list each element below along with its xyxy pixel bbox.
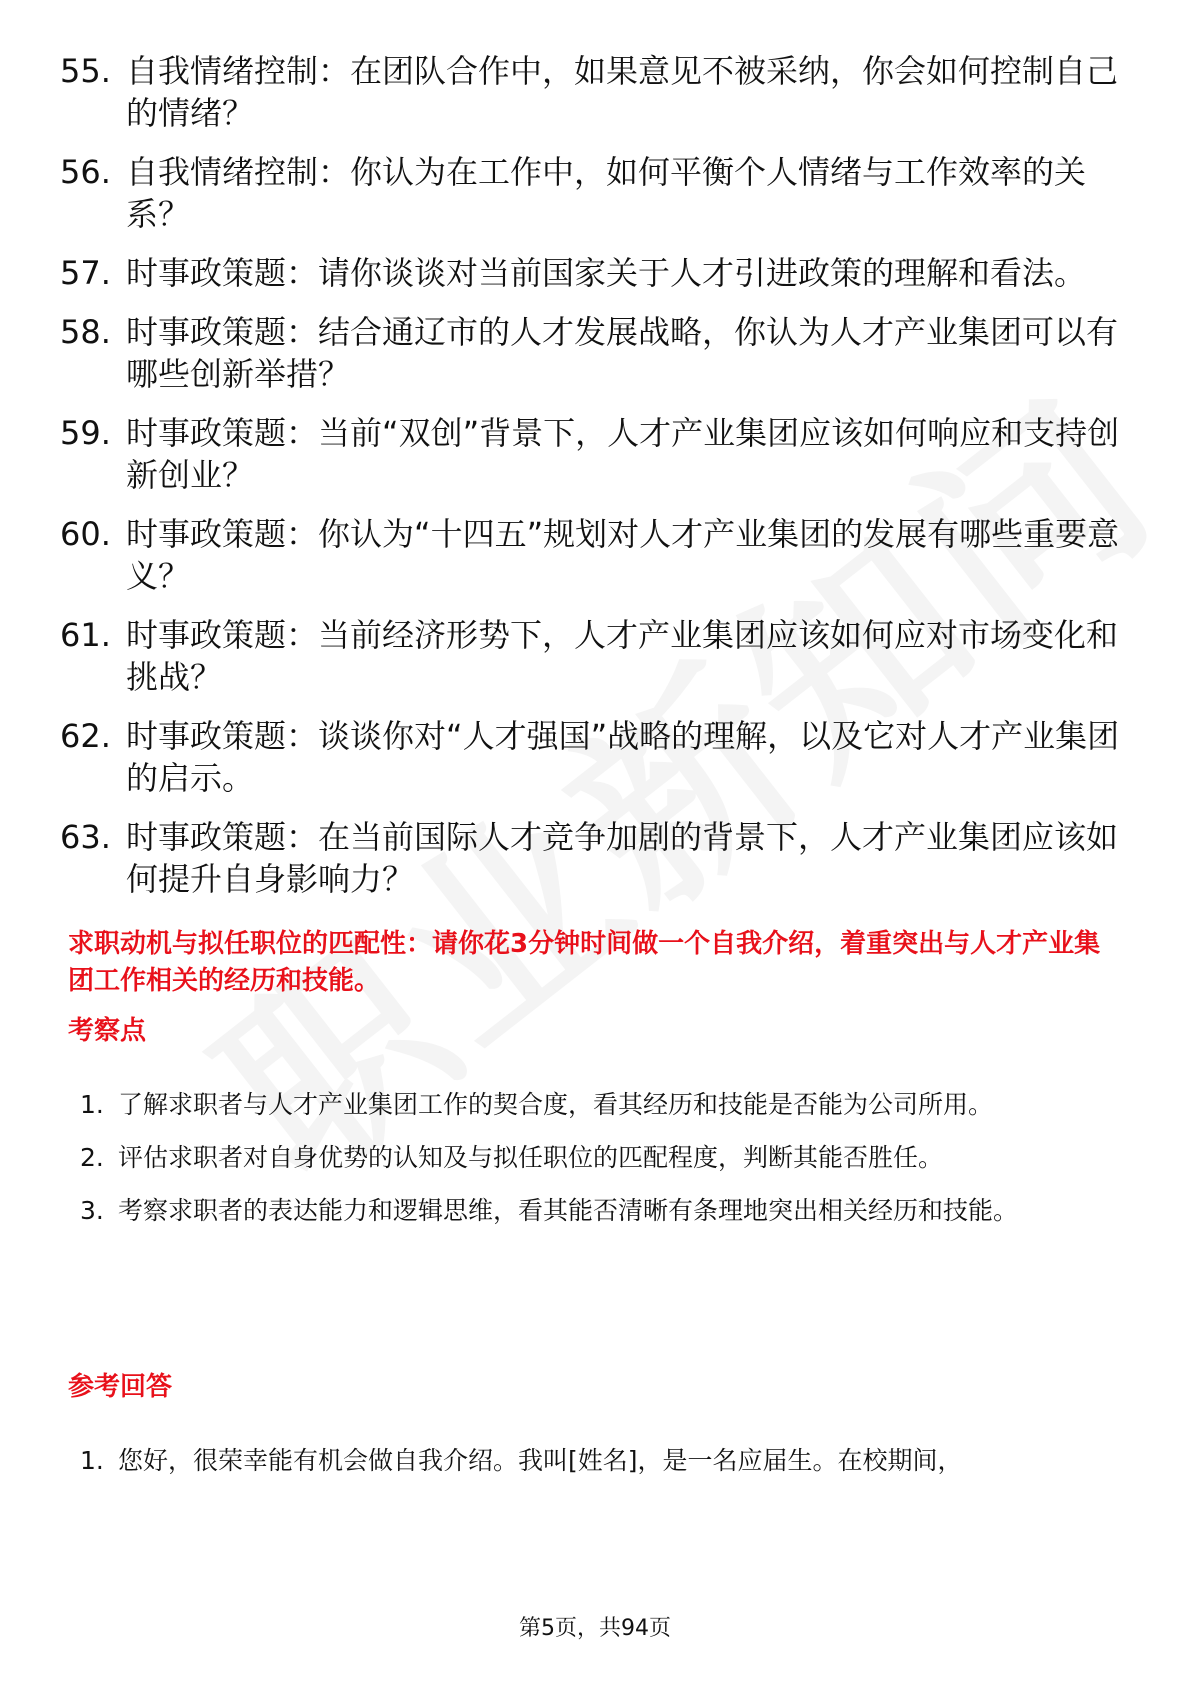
question-item bbox=[60, 252, 1120, 294]
question-text: 时事政策题：请你谈谈对当前国家关于人才引进政策的理解和看法。 bbox=[126, 254, 1087, 292]
question-number: 61. bbox=[60, 616, 111, 654]
question-item bbox=[60, 715, 1120, 799]
question-text: 自我情绪控制：你认为在工作中，如何平衡个人情绪与工作效率的关系？ bbox=[126, 153, 1087, 233]
points-list bbox=[80, 1078, 1130, 1237]
question-item bbox=[60, 151, 1120, 235]
points-heading: 考察点 bbox=[68, 1016, 147, 1046]
question-item bbox=[60, 412, 1120, 496]
question-text: 时事政策题：结合通辽市的人才发展战略，你认为人才产业集团可以有哪些创新举措？ bbox=[126, 313, 1119, 393]
question-number: 58. bbox=[60, 313, 111, 351]
point-text: 评估求职者对自身优势的认知及与拟任职位的匹配程度，判断其能否胜任。 bbox=[118, 1143, 944, 1172]
point-number: 1. bbox=[80, 1090, 104, 1119]
page-footer: 第5页，共94页 bbox=[519, 1616, 671, 1641]
question-number: 63. bbox=[60, 818, 111, 856]
question-item bbox=[60, 614, 1120, 698]
point-text: 了解求职者与人才产业集团工作的契合度，看其经历和技能是否能为公司所用。 bbox=[118, 1090, 994, 1119]
answer-heading: 参考回答 bbox=[68, 1372, 173, 1402]
question-item bbox=[60, 311, 1120, 395]
question-number: 62. bbox=[60, 717, 111, 755]
point-item bbox=[80, 1131, 1130, 1184]
question-number: 56. bbox=[60, 153, 111, 191]
question-text: 时事政策题：在当前国际人才竞争加剧的背景下，人才产业集团应该如何提升自身影响力？ bbox=[126, 818, 1119, 898]
question-item bbox=[60, 513, 1120, 597]
question-item bbox=[60, 50, 1120, 134]
question-number: 59. bbox=[60, 414, 111, 452]
point-number: 2. bbox=[80, 1143, 104, 1172]
point-item bbox=[80, 1078, 1130, 1131]
question-text: 时事政策题：当前“双创”背景下，人才产业集团应该如何响应和支持创新创业？ bbox=[126, 414, 1120, 494]
question-list bbox=[60, 50, 1120, 917]
question-number: 57. bbox=[60, 254, 111, 292]
point-item bbox=[80, 1184, 1130, 1237]
question-number: 55. bbox=[60, 52, 111, 90]
question-number: 60. bbox=[60, 515, 111, 553]
question-text: 时事政策题：你认为“十四五”规划对人才产业集团的发展有哪些重要意义？ bbox=[126, 515, 1120, 595]
answer-number: 1. bbox=[80, 1446, 104, 1475]
question-text: 时事政策题：当前经济形势下，人才产业集团应该如何应对市场变化和挑战？ bbox=[126, 616, 1119, 696]
point-number: 3. bbox=[80, 1196, 104, 1225]
question-text: 自我情绪控制：在团队合作中，如果意见不被采纳，你会如何控制自己的情绪？ bbox=[126, 52, 1119, 132]
section-heading: 求职动机与拟任职位的匹配性：请你花3分钟时间做一个自我介绍，着重突出与人才产业集团工作相关的经历和技能。 bbox=[68, 929, 1101, 996]
question-text: 时事政策题：谈谈你对“人才强国”战略的理解，以及它对人才产业集团的启示。 bbox=[126, 717, 1120, 797]
answer-item bbox=[80, 1434, 1130, 1487]
question-item bbox=[60, 816, 1120, 900]
answer-text: 您好，很荣幸能有机会做自我介绍。我叫[姓名]，是一名应届生。在校期间， bbox=[118, 1446, 963, 1475]
answer-list bbox=[80, 1434, 1130, 1487]
point-text: 考察求职者的表达能力和逻辑思维，看其能否清晰有条理地突出相关经历和技能。 bbox=[118, 1196, 1019, 1225]
